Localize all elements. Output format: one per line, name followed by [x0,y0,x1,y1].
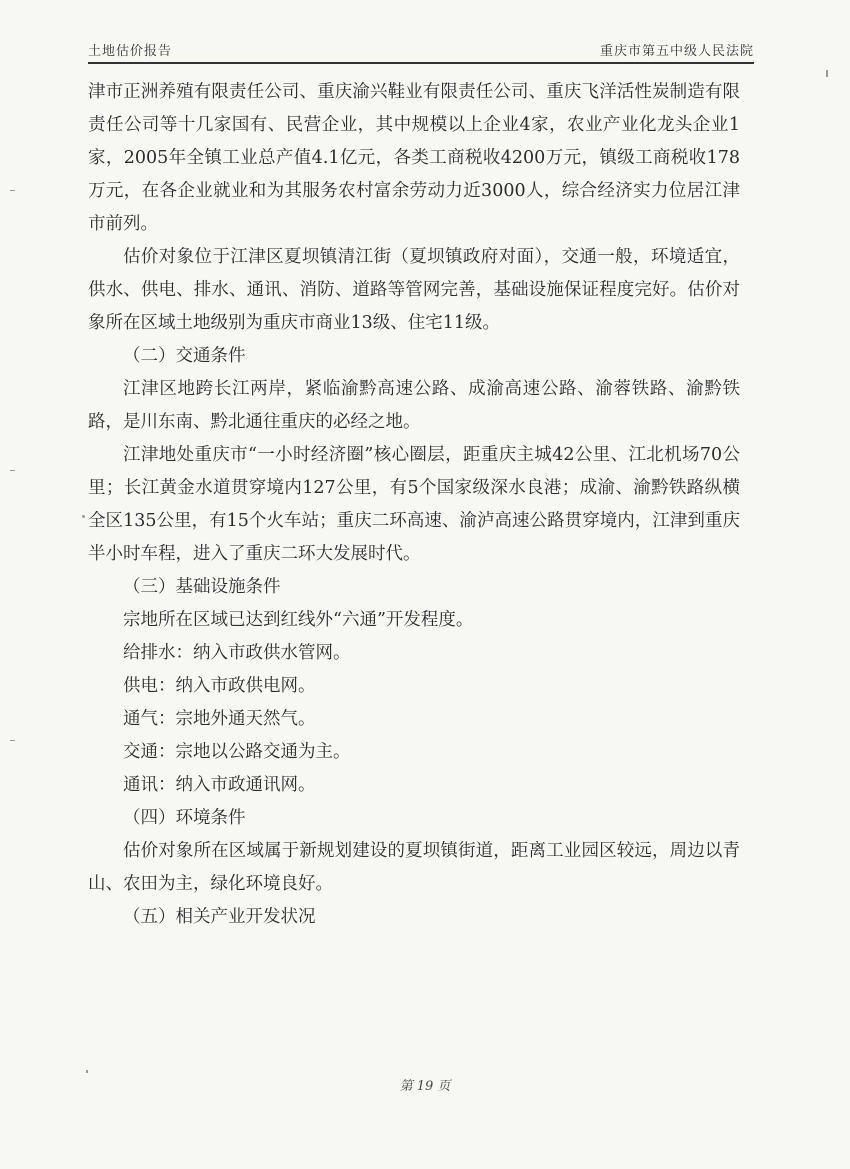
paragraph-environment: 估价对象所在区域属于新规划建设的夏坝镇街道，距离工业园区较远，周边以青山、农田为主，绿化环境良好。 [88,841,740,894]
paragraph-continued: 津市正洲养殖有限责任公司、重庆渝兴鞋业有限责任公司、重庆飞洋活性炭制造有限责任公司等十几家国有、民营企业，其中规模以上企业4家，农业产业化龙头企业1家，2005年全镇工业总产值4.1亿元，各类工商税收4200万元，镇级工商税收178万元，在各企业就业和为其服务农村富余劳动力近3000人，综合经济实力位居江津市前列。 [88,82,740,234]
item-power: 供电：纳入市政供电网。 [123,676,316,696]
report-title: 土地估价报告 [88,44,173,59]
item-gas: 通气：宗地外通天然气。 [123,709,316,729]
page-number: 第 19 页 [399,1079,451,1094]
page-header [88,40,754,64]
paragraph-traffic-1: 江津区地跨长江两岸，紧临渝黔高速公路、成渝高速公路、渝蓉铁路、渝黔铁路，是川东南、黔北通往重庆的必经之地。 [88,379,740,432]
scan-mark [10,470,15,471]
item-transport: 交通：宗地以公路交通为主。 [123,742,351,762]
item-telecom: 通讯：纳入市政通讯网。 [123,775,316,795]
document-body [88,76,740,934]
section-heading-environment: （四）环境条件 [123,808,246,828]
paragraph-location: 估价对象位于江津区夏坝镇清江街（夏坝镇政府对面），交通一般，环境适宜，供水、供电、排水、通讯、消防、道路等管网完善，基础设施保证程度完好。估价对象所在区域土地级别为重庆市商业13级、住宅11级。 [88,247,740,333]
paragraph-infrastructure: 宗地所在区域已达到红线外“六通”开发程度。 [123,610,474,630]
scan-mark [82,515,85,518]
court-name: 重庆市第五中级人民法院 [599,44,754,59]
section-heading-industry: （五）相关产业开发状况 [123,907,316,927]
scan-mark [826,70,828,77]
section-heading-infrastructure: （三）基础设施条件 [123,577,281,597]
scan-mark [10,740,15,741]
scan-mark [10,190,15,191]
section-heading-traffic: （二）交通条件 [123,346,246,366]
paragraph-traffic-2: 江津地处重庆市“一小时经济圈”核心圈层，距重庆主城42公里、江北机场70公里；长江黄金水道贯穿境内127公里，有5个国家级深水良港；成渝、渝黔铁路纵横全区135公里，有15个火车站；重庆二环高速、渝泸高速公路贯穿境内，江津到重庆半小时车程，进入了重庆二环大发展时代。 [88,445,740,564]
scan-mark [86,1070,88,1073]
item-water: 给排水：纳入市政供水管网。 [123,643,351,663]
